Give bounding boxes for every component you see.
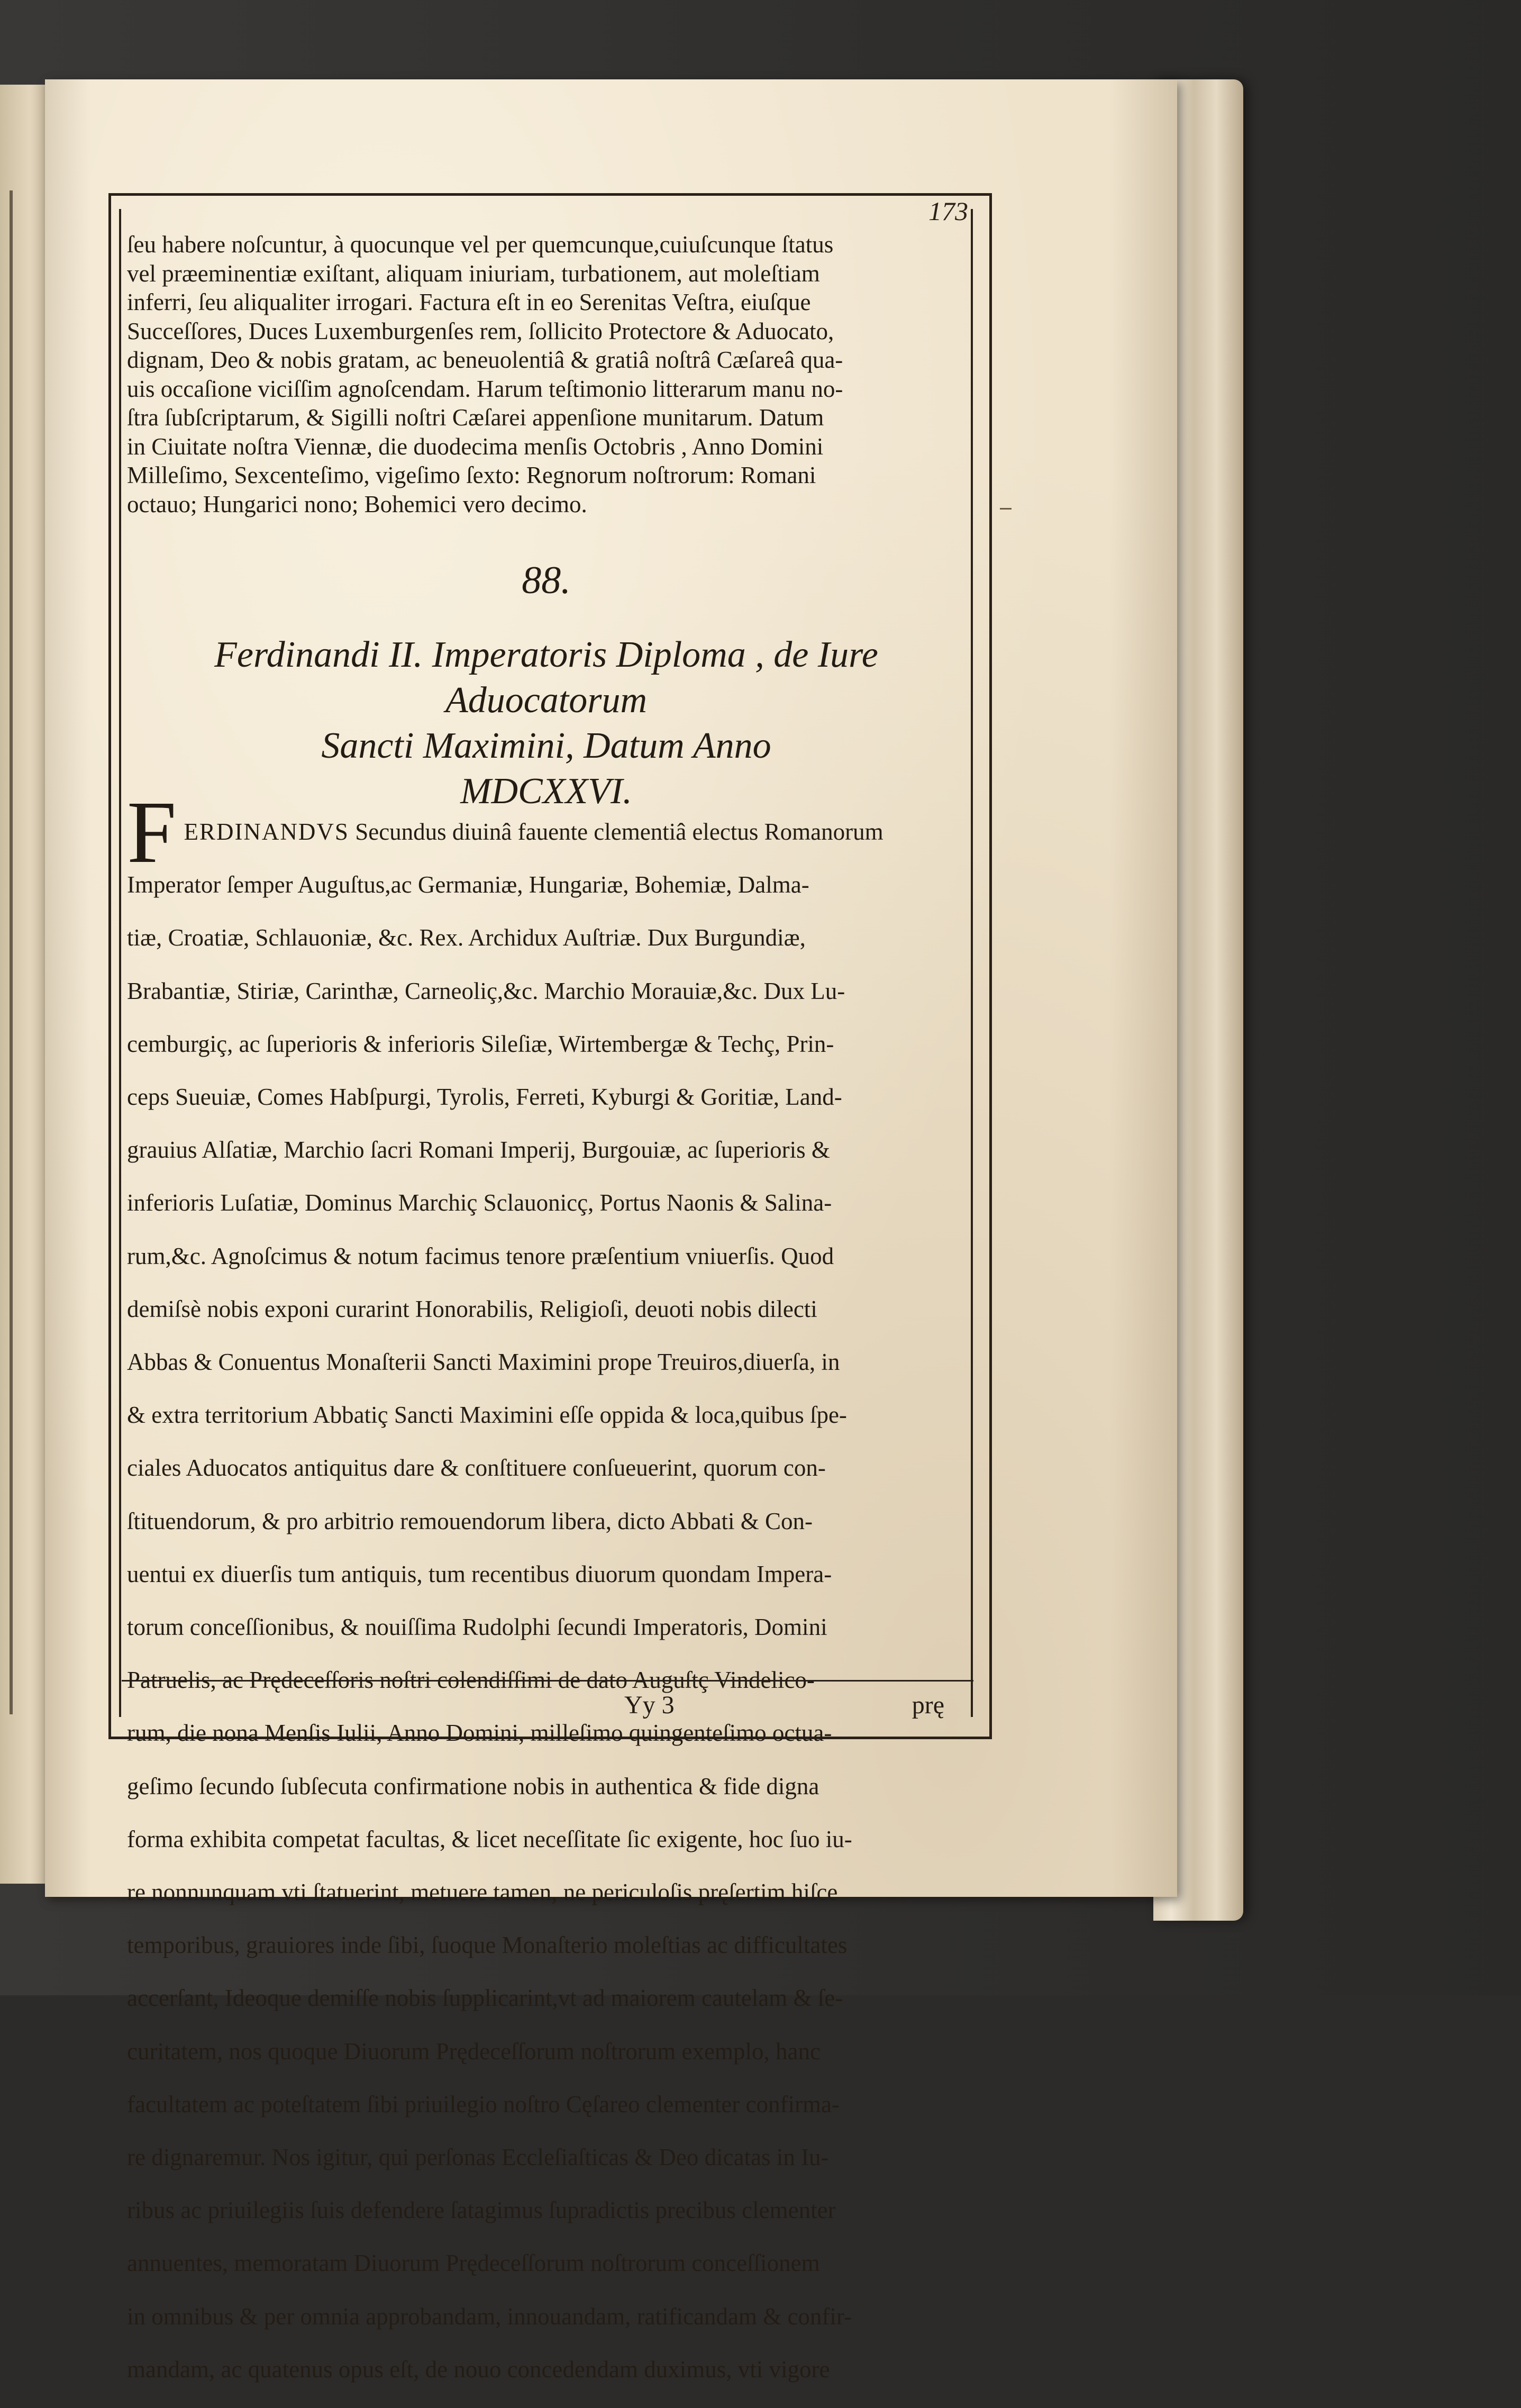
title-line: Sancti Maximini, Datum Anno	[321, 725, 771, 766]
text-line: ſtra ſubſcriptarum, & Sigilli noſtri Cæſarei appenſione munitarum. Datum	[127, 404, 824, 431]
text-line: forma exhibita competat facultas, & licet neceſſitate ſic exigente, hoc ſuo iu-	[127, 1825, 852, 1852]
text-line: torum conceſſionibus, & nouiſſima Rudolphi ſecundi Imperatoris, Domini	[127, 1614, 827, 1641]
text-line: Imperator ſemper Auguſtus,ac Germaniæ, Hungariæ, Bohemiæ, Dalma-	[127, 871, 809, 898]
section-title	[127, 632, 966, 814]
margin-mark	[1000, 508, 1012, 510]
text-line: & extra territorium Abbatiç Sancti Maximini eſſe oppida & loca,quibus ſpe-	[127, 1402, 847, 1429]
title-line: MDCXXVI.	[460, 771, 632, 812]
text-line: octauo; Hungarici nono; Bohemici vero decimo.	[127, 490, 587, 517]
text-line: vel præeminentiæ exiſtant, aliquam iniuriam, turbationem, aut moleſtiam	[127, 260, 820, 287]
text-line: re dignaremur. Nos igitur, qui perſonas Eccleſiaſticas & Deo dicatas in Iu-	[127, 2144, 829, 2171]
page-number: 173	[928, 196, 968, 226]
frame-inner-left-rule	[119, 209, 121, 1717]
text-line: in omnibus & per omnia approbandam, innouandam, ratificandam & confir-	[127, 2303, 852, 2330]
text-line: re nonnunquam vti ſtatuerint, metuere tamen, ne periculoſis pręſertim hiſce	[127, 1879, 838, 1906]
text-line: uentui ex diuerſis tum antiquis, tum recentibus diuorum quondam Impera-	[127, 1560, 832, 1587]
text-line: Abbas & Conuentus Monaſterii Sancti Maximini prope Treuiros,diuerſa, in	[127, 1349, 840, 1376]
text-line: inferioris Luſatiæ, Dominus Marchiç Sclauonicç, Portus Naonis & Salina-	[127, 1189, 832, 1216]
text-line: ſtituendorum, & pro arbitrio remouendorum libera, dicto Abbati & Con-	[127, 1507, 813, 1534]
text-line: facultatem ac poteſtatem ſibi priuilegio noſtro Cęſareo clementer confirma-	[127, 2091, 840, 2118]
text-line: tiæ, Croatiæ, Schlauoniæ, &c. Rex. Archidux Auſtriæ. Dux Burgundiæ,	[127, 924, 806, 951]
section-number: 88.	[522, 559, 571, 602]
left-page-edge	[0, 85, 50, 1884]
text-line: Succeſſores, Duces Luxemburgenſes rem, ſollicito Protectore & Aduocato,	[127, 317, 834, 344]
text-line-fragment: Secundus diuinâ fauente clementiâ electus Romanorum	[349, 819, 884, 845]
text-line	[127, 817, 966, 847]
text-line: ceps Sueuiæ, Comes Habſpurgi, Tyrolis, Ferreti, Kyburgi & Goritiæ, Land-	[127, 1084, 842, 1111]
text-line: demiſsè nobis exponi curarint Honorabilis, Religioſi, deuoti nobis dilecti	[127, 1295, 817, 1322]
text-line: geſimo ſecundo ſubſecuta confirmatione nobis in authentica & fide digna	[127, 1773, 819, 1800]
text-line: rum,&c. Agnoſcimus & notum facimus tenore præſentium vniuerſis. Quod	[127, 1242, 834, 1269]
text-line: uis occaſione viciſſim agnoſcendam. Harum teſtimonio litterarum manu no-	[127, 375, 843, 402]
title-line: Ferdinandi II. Imperatoris Diploma , de Iure Aduocatorum	[214, 634, 878, 721]
text-line: annuentes, memoratam Diuorum Prędeceſſorum noſtrorum conceſſionem	[127, 2250, 820, 2277]
drop-cap: F	[127, 783, 177, 882]
text-line: temporibus, grauiores inde ſibi, ſuoque Monaſterio moleſtias ac difficultates	[127, 1932, 848, 1959]
text-line: inferri, ſeu aliqualiter irrogari. Factura eſt in eo Serenitas Veſtra, eiuſque	[127, 289, 811, 315]
text-line: mandam, ac quatenus opus eſt, de nouo concedendam duximus, vti vigore	[127, 2356, 830, 2383]
text-line: ribus ac priuilegiis ſuis defendere ſatagimus ſupradictis precibus clementer	[127, 2197, 836, 2224]
text-line: ſeu habere noſcuntur, à quocunque vel per quemcunque,cuiuſcunque ſtatus	[127, 231, 834, 258]
frame-inner-right-rule	[971, 209, 973, 1717]
text-line: dignam, Deo & nobis gratam, ac beneuolentiâ & gratiâ noſtrâ Cæſareâ qua-	[127, 347, 843, 373]
page-footer	[127, 1691, 966, 1722]
signature-mark: Yy 3	[624, 1691, 675, 1719]
text-line: curitatem, nos quoque Diuorum Prędeceſſorum noſtrorum exemplo, hanc	[127, 2038, 821, 2065]
continued-text	[127, 230, 966, 519]
text-line: grauius Alſatiæ, Marchio ſacri Romani Imperij, Burgouiæ, ac ſuperioris &	[127, 1137, 830, 1164]
text-line: cemburgiç, ac ſuperioris & inferioris Sileſiæ, Wirtembergæ & Techç, Prin-	[127, 1030, 834, 1057]
left-page-rule	[10, 190, 13, 1714]
text-line: rum, die nona Menſis Iulii, Anno Domini, milleſimo quingenteſimo octua-	[127, 1720, 832, 1747]
text-line: Milleſimo, Sexcenteſimo, vigeſimo ſexto: Regnorum noſtrorum: Romani	[127, 462, 816, 488]
text-line: Patruelis, ac Prędeceſſoris noſtri colendiſſimi de dato Auguſtç Vindelico-	[127, 1667, 815, 1694]
text-line: accerſant, Ideoque demiſſe nobis ſupplicarint,vt ad maiorem cautelam & ſe-	[127, 1985, 843, 2012]
text-line: ciales Aduocatos antiquitus dare & conſtituere conſueuerint, quorum con-	[127, 1455, 826, 1482]
catchword: prę	[912, 1691, 944, 1719]
text-line: in Ciuitate noſtra Viennæ, die duodecima menſis Octobris , Anno Domini	[127, 433, 824, 460]
opening-smallcaps: ERDINANDVS	[184, 819, 349, 845]
text-line: Brabantiæ, Stiriæ, Carinthæ, Carneoliç,&c. Marchio Morauiæ,&c. Dux Lu-	[127, 977, 845, 1004]
